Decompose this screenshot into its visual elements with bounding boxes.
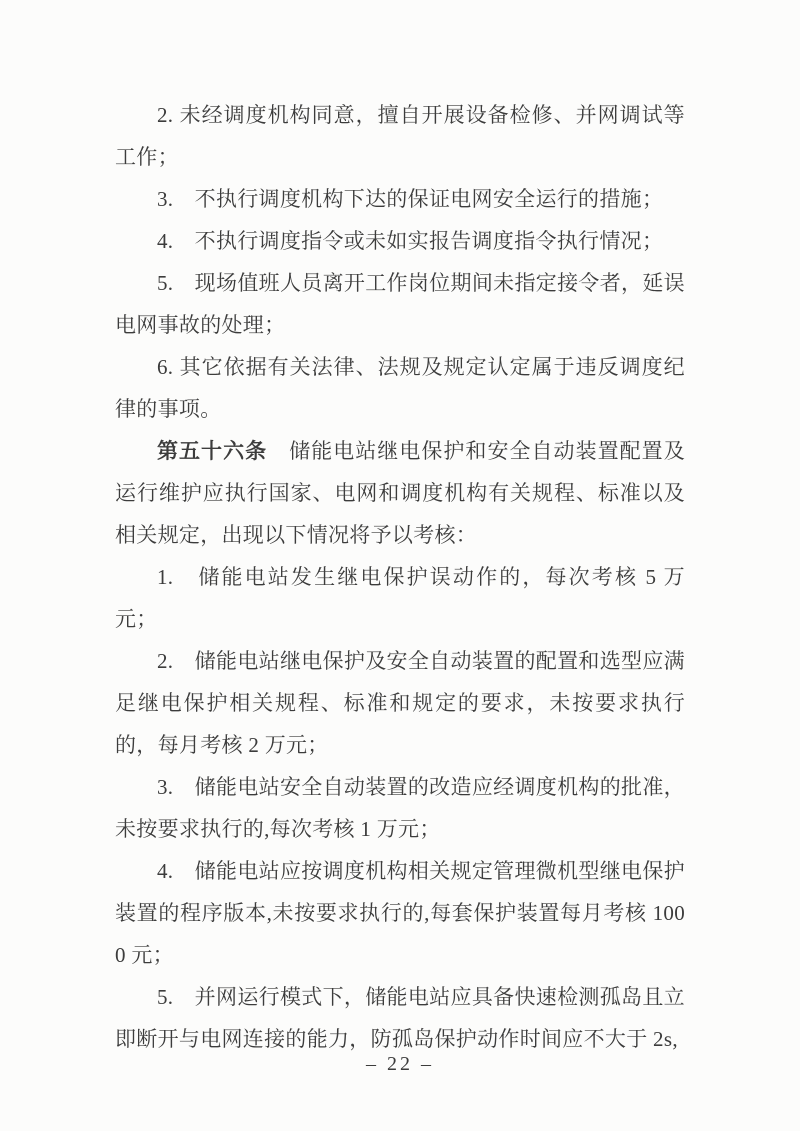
clause-item-5-duty-personnel-absence: 5. 现场值班人员离开工作岗位期间未指定接令者，延误电网事故的处理； [115, 271, 685, 337]
article-56-body: 储能电站继电保护和安全自动装置配置及运行维护应执行国家、电网和调度机构有关规程、标准以及相关规定，出现以下情况将予以考核： [115, 439, 685, 547]
penalty-item-1-relay-misoperation: 1. 储能电站发生继电保护误动作的，每次考核 5 万元； [115, 565, 685, 631]
penalty-item-2-config-selection: 2. 储能电站继电保护及安全自动装置的配置和选型应满足继电保护相关规程、标准和规定的要求，未按要求执行的，每月考核 2 万元； [115, 649, 685, 757]
clause-item-4-dispatch-order-noncompliance: 4. 不执行调度指令或未如实报告调度指令执行情况； [157, 229, 664, 253]
article-56-number: 第五十六条 [157, 439, 268, 463]
clause-item-2-unauthorized-maintenance: 2. 未经调度机构同意，擅自开展设备检修、并网调试等工作； [115, 103, 685, 169]
penalty-item-3-device-modification: 3. 储能电站安全自动装置的改造应经调度机构的批准，未按要求执行的,每次考核 1 万元； [115, 775, 685, 841]
clause-item-6-other-violations: 6. 其它依据有关法律、法规及规定认定属于违反调度纪律的事项。 [115, 355, 685, 421]
page-body [115, 94, 685, 1060]
page-number: – 22 – [366, 1053, 434, 1075]
penalty-item-5-islanding-protection: 5. 并网运行模式下，储能电站应具备快速检测孤岛且立即断开与电网连接的能力，防孤岛保护动作时间应不大于 2s, [115, 985, 685, 1051]
penalty-item-4-program-version: 4. 储能电站应按调度机构相关规定管理微机型继电保护装置的程序版本,未按要求执行的,每套保护装置每月考核 1000 元； [115, 859, 685, 967]
article-56-paragraph [115, 430, 685, 556]
clause-item-3-ignoring-dispatch-measures: 3. 不执行调度机构下达的保证电网安全运行的措施； [157, 187, 664, 211]
